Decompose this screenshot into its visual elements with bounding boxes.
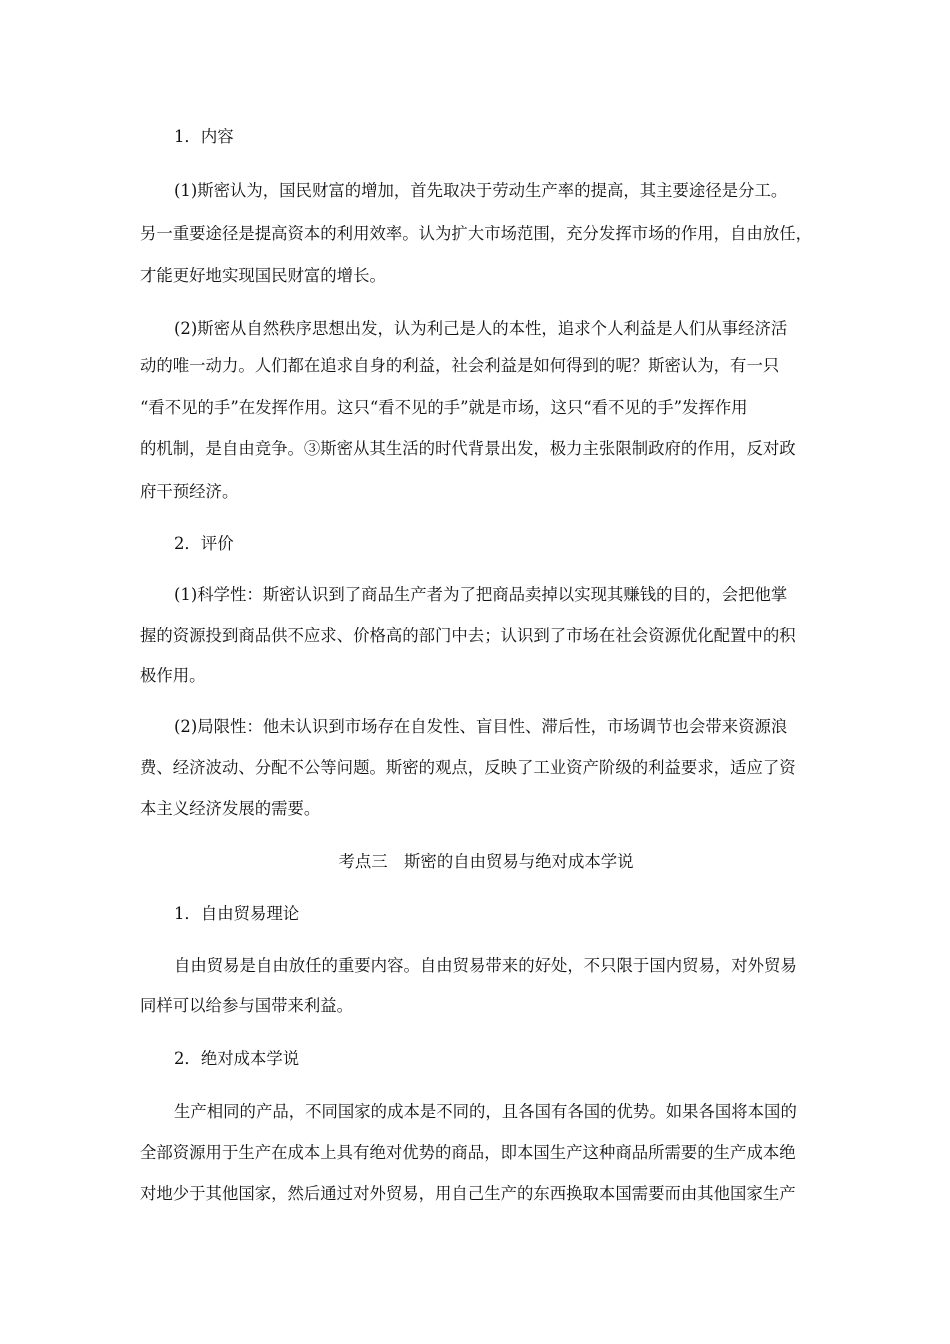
paragraph-line: 本主义经济发展的需要。 [140,799,321,818]
paragraph-line: 全部资源用于生产在成本上具有绝对优势的商品，即本国生产这种商品所需要的生产成本绝 [140,1143,796,1162]
section-heading-absolute-cost: 2．绝对成本学说 [174,1049,300,1068]
paragraph-line: (1)斯密认为，国民财富的增加，首先取决于劳动生产率的提高，其主要途径是分工。 [174,181,788,200]
section-heading-evaluation: 2．评价 [174,534,234,553]
section-heading-content: 1．内容 [174,127,234,146]
paragraph-line: 自由贸易是自由放任的重要内容。自由贸易带来的好处，不只限于国内贸易，对外贸易 [174,956,797,975]
paragraph-line: 极作用。 [140,666,206,685]
paragraph-line: 动的唯一动力。人们都在追求自身的利益，社会利益是如何得到的呢？斯密认为，有一只 [140,356,780,375]
paragraph-line: 对地少于其他国家，然后通过对外贸易，用自己生产的东西换取本国需要而由其他国家生产 [140,1184,796,1203]
paragraph-line: 才能更好地实现国民财富的增长。 [140,266,386,285]
paragraph-line: 同样可以给参与国带来利益。 [140,996,354,1015]
paragraph-line: “看不见的手”在发挥作用。这只“看不见的手”就是市场，这只“看不见的手”发挥作用 [140,398,748,417]
paragraph-line: 府干预经济。 [140,482,239,501]
paragraph-line: 的机制，是自由竞争。③斯密从其生活的时代背景出发，极力主张限制政府的作用，反对政 [140,439,796,458]
paragraph-line: 费、经济波动、分配不公等问题。斯密的观点，反映了工业资产阶级的利益要求，适应了资 [140,758,796,777]
paragraph-line: 生产相同的产品，不同国家的成本是不同的，且各国有各国的优势。如果各国将本国的 [174,1102,797,1121]
section-heading-free-trade: 1．自由贸易理论 [174,904,300,923]
kaodian-title: 考点三 斯密的自由贸易与绝对成本学说 [338,852,634,871]
paragraph-line: (2)局限性：他未认识到市场存在自发性、盲目性、滞后性，市场调节也会带来资源浪 [174,717,788,736]
paragraph-line: (1)科学性：斯密认识到了商品生产者为了把商品卖掉以实现其赚钱的目的，会把他掌 [174,585,788,604]
paragraph-line: 握的资源投到商品供不应求、价格高的部门中去；认识到了市场在社会资源优化配置中的积 [140,626,796,645]
paragraph-line: (2)斯密从自然秩序思想出发，认为利己是人的本性，追求个人利益是人们从事经济活 [174,319,788,338]
paragraph-line: 另一重要途径是提高资本的利用效率。认为扩大市场范围，充分发挥市场的作用，自由放任， [140,224,813,243]
